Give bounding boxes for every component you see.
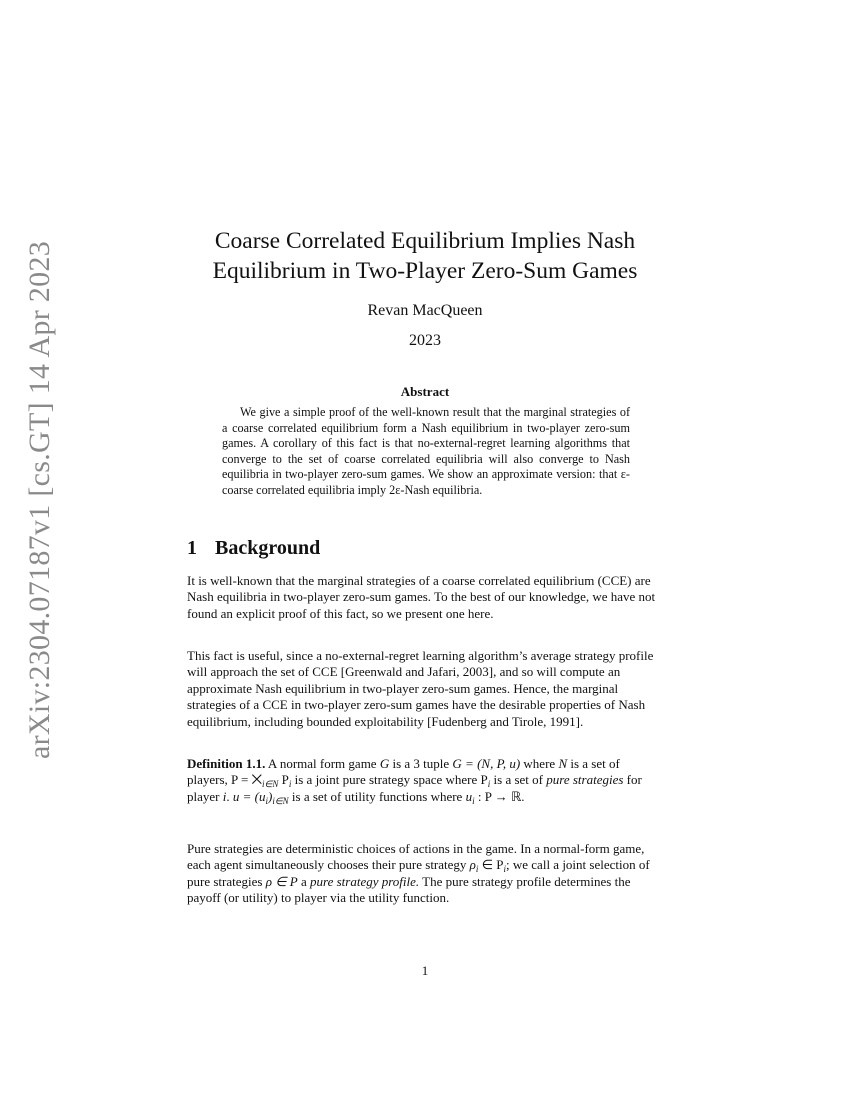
def-text: where xyxy=(520,756,559,771)
section-heading xyxy=(187,537,320,560)
publication-year: 2023 xyxy=(409,332,441,349)
def-math-sub: i xyxy=(288,779,292,790)
definition-label: Definition 1.1. xyxy=(187,756,266,771)
def-math: G xyxy=(379,756,390,771)
def-text: A normal form game xyxy=(265,756,380,771)
def-text: . xyxy=(521,788,525,804)
arxiv-sidebar-stamp xyxy=(22,240,58,760)
para4-text: a xyxy=(297,873,310,889)
para4-math: ∈ P xyxy=(478,857,504,873)
definition-1-1 xyxy=(187,756,662,805)
para4-math-sub: i xyxy=(475,864,479,875)
para4-text: The pure strategy profile determines the payoff (or utility) to player via the utility function. xyxy=(187,873,631,906)
def-math: u = (u xyxy=(232,788,266,804)
def-math-sub: i xyxy=(472,795,475,806)
abstract-heading: Abstract xyxy=(400,384,450,399)
arxiv-identifier: arXiv:2304.07187v1 [cs.GT] 14 Apr 2023 xyxy=(23,240,57,760)
def-math: P xyxy=(278,772,289,788)
para4-math: ρ xyxy=(469,857,476,873)
def-math: i xyxy=(222,788,227,804)
paper-title xyxy=(150,226,700,286)
background-paragraph-1: It is well-known that the marginal strategies of a coarse correlated equilibrium (CCE) are Nash equilibria in two-player zero-sum games. To the best of our knowledge, we have not found an explicit proof of this fact, so we present one here. xyxy=(187,573,656,621)
def-math: G = (N, P, u) xyxy=(452,756,521,771)
author-name: Revan MacQueen xyxy=(367,302,483,319)
section-title: Background xyxy=(215,537,321,559)
def-math: : P → ℝ xyxy=(474,788,522,804)
def-text: is a set of utility functions where xyxy=(288,788,466,804)
def-text: . xyxy=(226,788,233,804)
def-emphasis: pure strategies xyxy=(546,772,624,788)
def-text: is a set of players, xyxy=(187,756,620,788)
def-text: is a 3 tuple xyxy=(389,756,453,771)
title-line-1: Coarse Correlated Equilibrium Implies Nash xyxy=(214,228,636,254)
def-math: P xyxy=(480,772,488,788)
def-math: N xyxy=(558,756,568,771)
para4-text: ; we call a joint selection of pure strategies xyxy=(187,857,650,889)
abstract-text: We give a simple proof of the well-known result that the marginal strategies of a coarse correlated equilibrium form a Nash equilibrium in two-player zero-sum games. A corollary of this fact is that no-external-regret learning algorithms that converge to the set of coarse correlated equilibria will also converge to Nash equilibria in two-player zero-sum games. We show an approximate version: that ε-coarse correlated equilibria imply 2ε-Nash equilibria. xyxy=(222,405,630,497)
def-text: is a joint pure strategy space where xyxy=(291,772,481,788)
page-number: 1 xyxy=(421,963,429,978)
para4-math-sub: i xyxy=(503,864,507,875)
def-text: for player xyxy=(187,772,642,804)
def-math-sub: i∈N xyxy=(262,779,279,790)
def-math: ) xyxy=(267,788,273,804)
def-math-sub: i xyxy=(265,795,268,806)
para4-text: Pure strategies are deterministic choices of actions in the game. In a normal-form game, each agent simultaneously chooses their pure strategy xyxy=(187,841,645,873)
def-math-sub: i∈N xyxy=(272,795,289,806)
title-line-2: Equilibrium in Two-Player Zero-Sum Games xyxy=(212,258,638,284)
para4-emphasis: pure strategy profile. xyxy=(310,873,420,889)
def-math-sub: i xyxy=(487,779,491,790)
def-text: is a set of xyxy=(490,772,547,788)
def-math: P = ⨉ xyxy=(231,772,263,788)
background-paragraph-2: This fact is useful, since a no-external-regret learning algorithm’s average strategy profile will approach the set of CCE [Greenwald and Jafari, 2003], and so will compute an approximate Nash equilibrium in two-player zero-sum games. Hence, the marginal strategies of a CCE in two-player zero-sum games have the desirable properties of Nash equilibrium, including bounded exploitability [Fudenberg and Tirole, 1991]. xyxy=(187,648,654,729)
para4-math: ρ ∈ P xyxy=(265,873,298,889)
def-math: u xyxy=(465,788,473,804)
section-number: 1 xyxy=(187,537,197,559)
background-paragraph-4 xyxy=(187,841,662,907)
